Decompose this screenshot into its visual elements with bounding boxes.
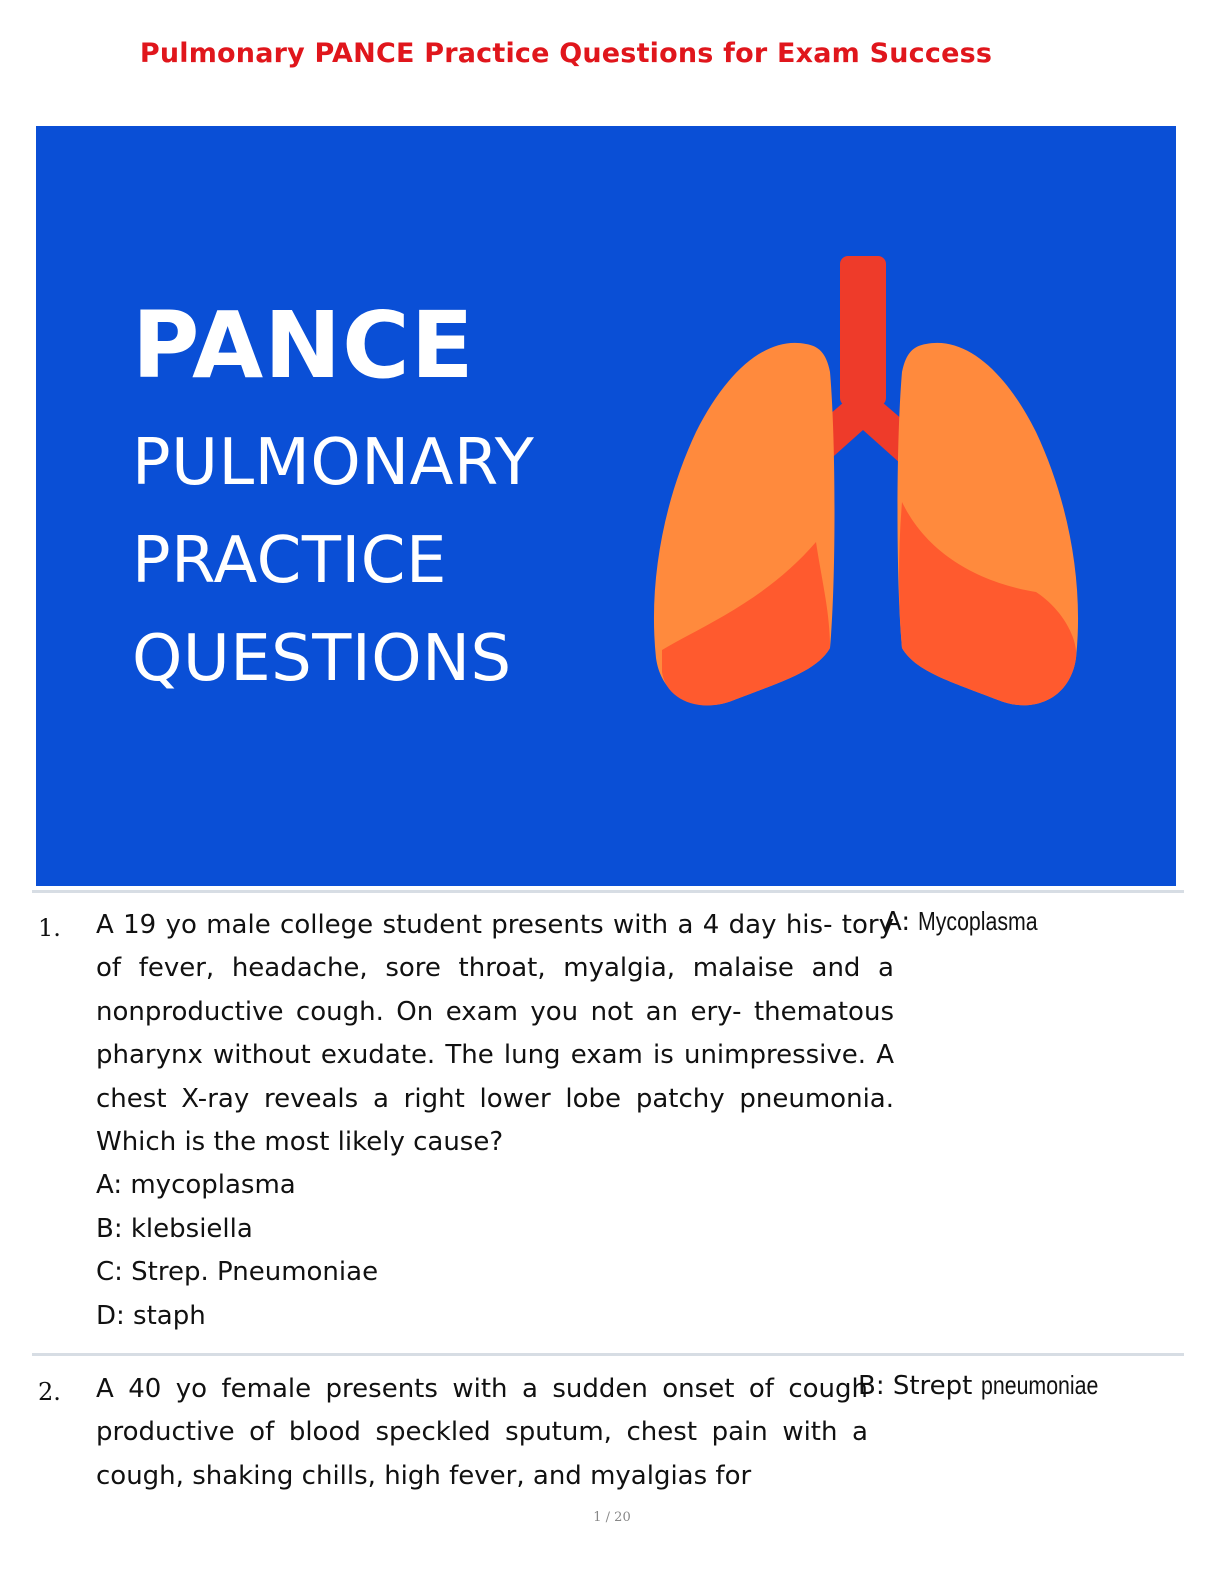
lungs-icon xyxy=(616,252,1116,722)
option-b: B: klebsiella xyxy=(96,1213,253,1244)
question-number: 1. xyxy=(38,914,61,942)
banner-image xyxy=(36,126,1176,886)
option-d: D: staph xyxy=(96,1300,206,1331)
divider xyxy=(32,890,1184,893)
banner-title: PANCE xyxy=(132,292,475,399)
banner-line-practice: PRACTICE xyxy=(132,524,447,598)
page-counter: 1 / 20 xyxy=(593,1510,631,1525)
question-text-block xyxy=(96,1368,868,1498)
option-a: A: mycoplasma xyxy=(96,1170,296,1201)
banner-line-questions: QUESTIONS xyxy=(132,622,512,696)
option-c: C: Strep. Pneumoniae xyxy=(96,1257,379,1288)
answer-label: B: Strept xyxy=(858,1371,981,1401)
divider xyxy=(32,1353,1184,1356)
question-text: A 40 yo female presents with a sudden onset of cough productive of blood speckled sputum, chest pain with a cough, shaking chills, high fever, and myalgias for xyxy=(96,1374,868,1491)
question-text: A 19 yo male college student presents with a 4 day his- tory of fever, headache, sore throat, myalgia, malaise and a nonproductive cough. On exam you not an ery- thematous pharynx without exudate. The lung exam is unimpressive. A chest X-ray reveals a right lower lobe patchy pneumonia. Which is the most likely cause? xyxy=(96,910,894,1158)
answer-key xyxy=(858,1370,1124,1401)
question-text-block xyxy=(96,904,894,1338)
answer-label: A: xyxy=(884,907,919,937)
answer-text: pneumoniae xyxy=(980,1370,1099,1400)
page-title: Pulmonary PANCE Practice Questions for Exam Success xyxy=(139,38,993,69)
answer-key xyxy=(884,906,1064,937)
banner-line-pulmonary: PULMONARY xyxy=(132,426,535,500)
answer-text: Mycoplasma xyxy=(918,906,1039,936)
question-number: 2. xyxy=(38,1378,61,1406)
